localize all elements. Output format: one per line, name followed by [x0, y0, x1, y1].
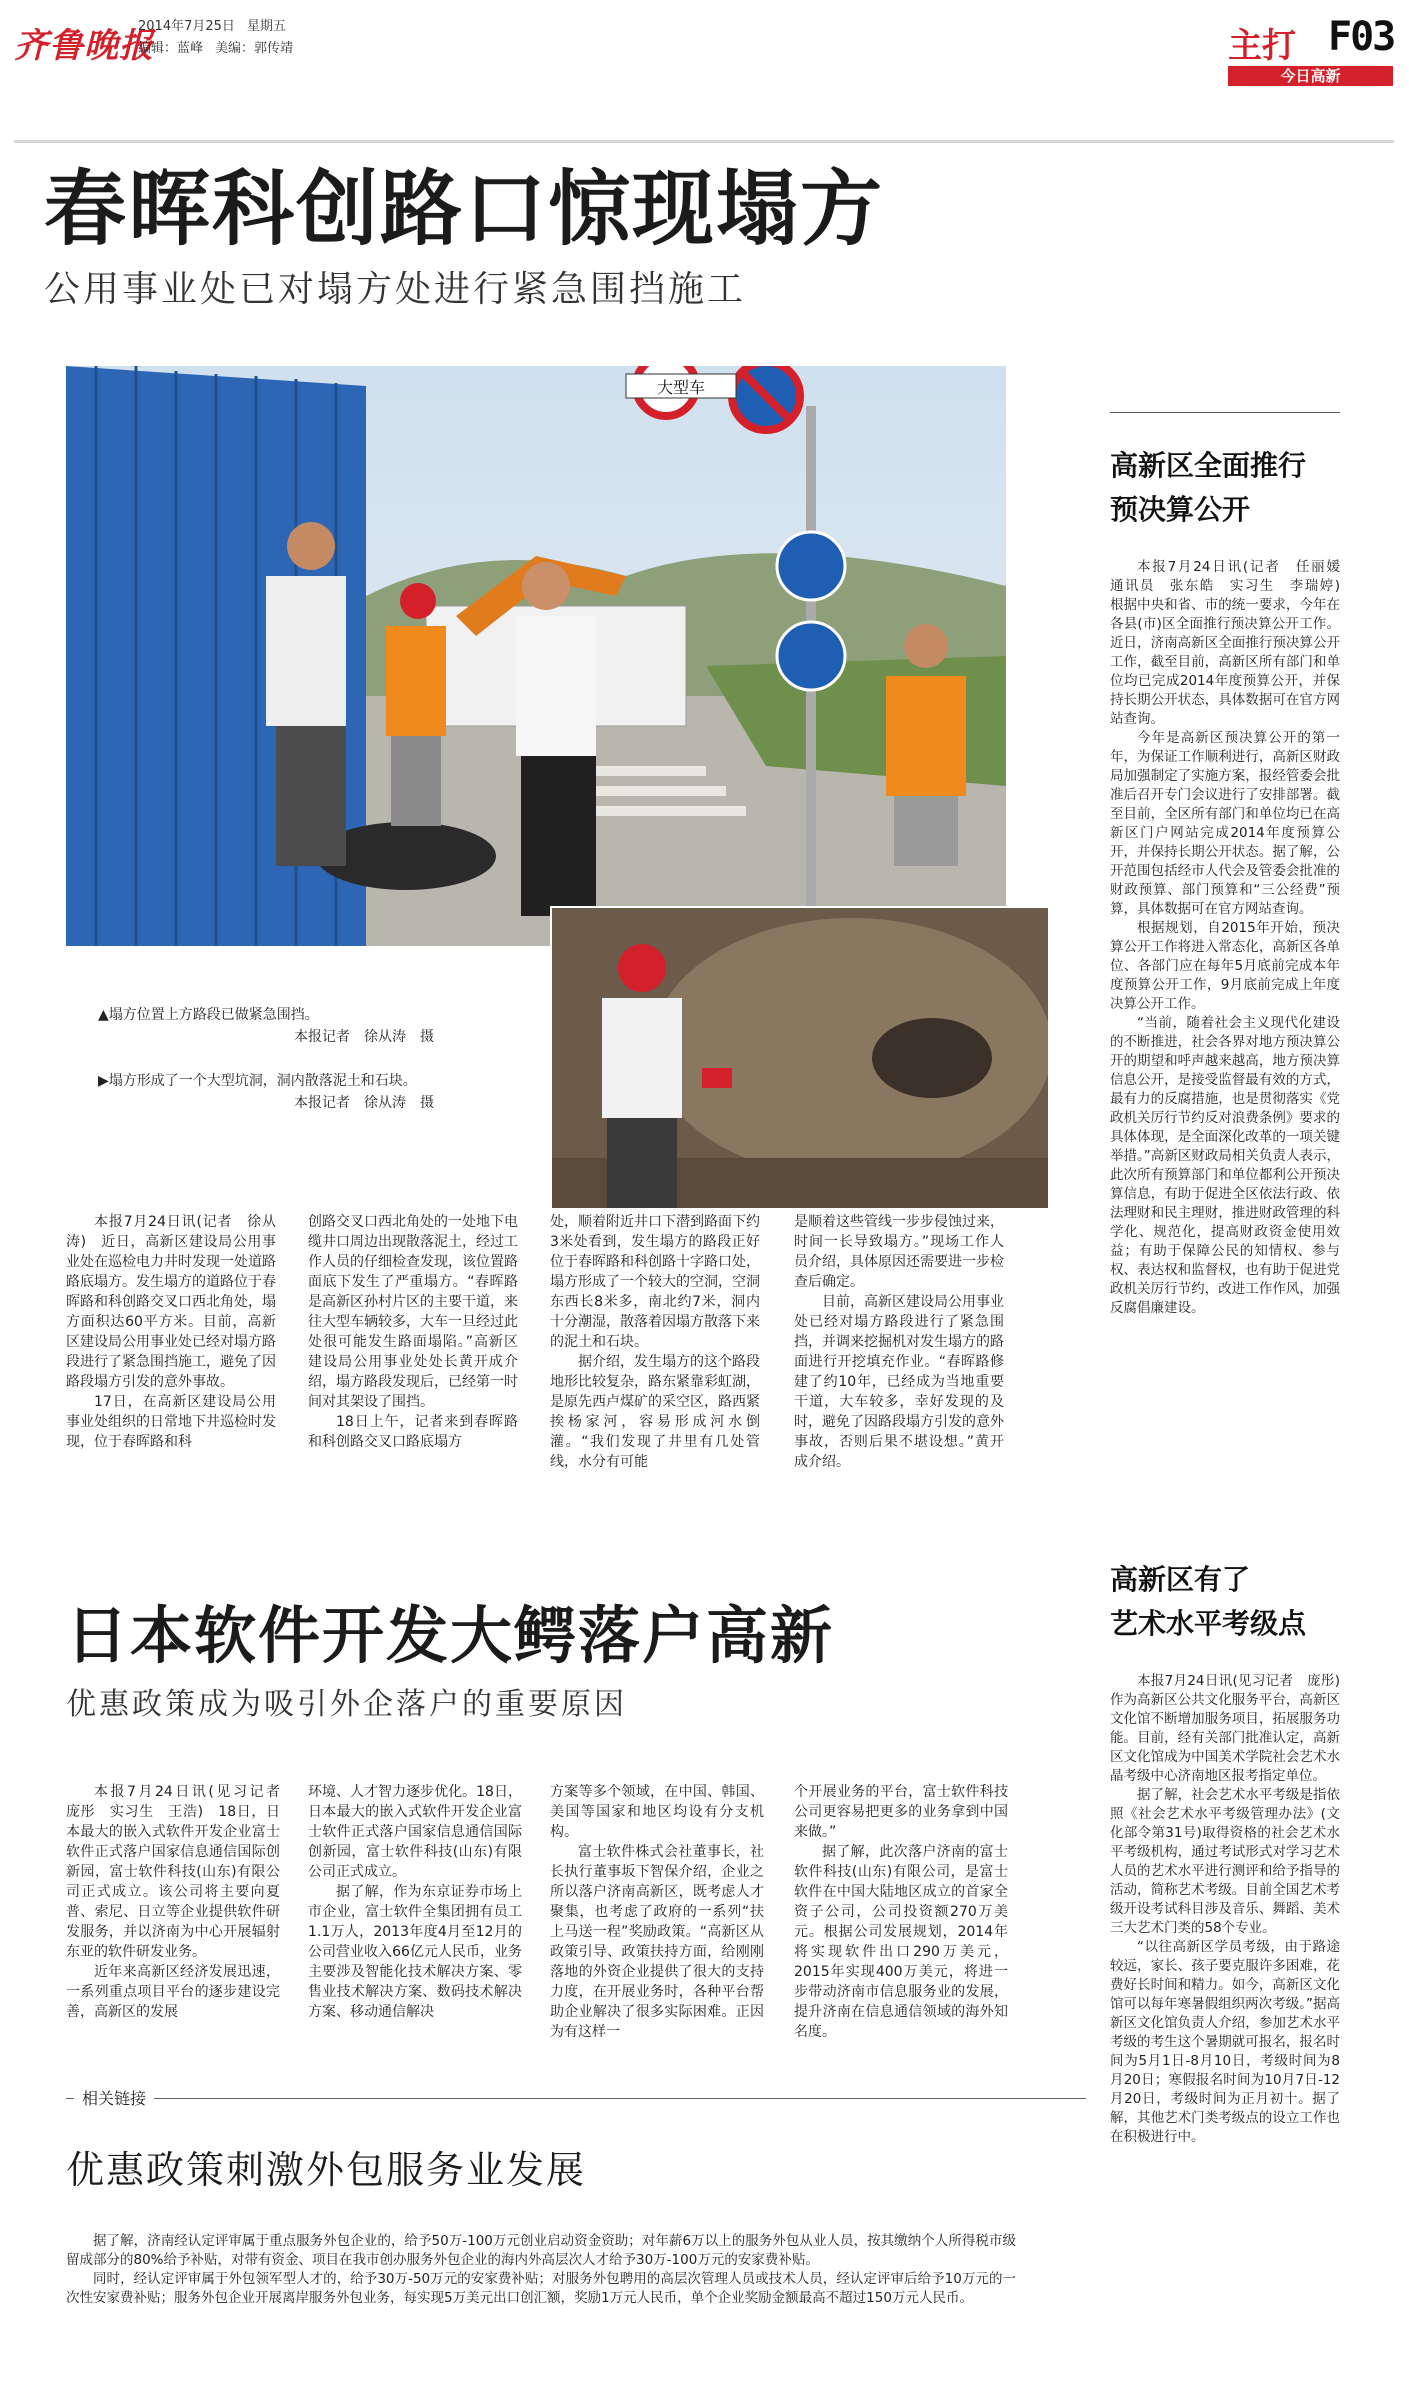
sidebar1-title: [1110, 444, 1306, 532]
article1-col2-para2: 18日上午，记者来到春晖路和科创路交叉口路底塌方: [308, 1414, 518, 1450]
inset-photo: [550, 906, 1050, 1210]
article2-col2-para1: 环境、人才智力逐步优化。18日，日本最大的嵌入式软件开发企业富士软件正式落户国家信息通信国际创新园，富士软件科技(山东)有限公司正式成立。: [308, 1784, 522, 1880]
article1-col4-para1: 是顺着这些管线一步步侵蚀过来，时间一长导致塌方。”现场工作人员介绍，具体原因还需要进一步检查后确定。: [794, 1214, 1004, 1290]
related-label: 相关链接: [74, 2086, 154, 2109]
article2-col1-para1: 本报7月24日讯(见习记者 庞彤 实习生 王浩) 18日，日本最大的嵌入式软件开发企业富士软件正式落户国家信息通信国际创新园，富士软件科技(山东)有限公司正式成立。该公司将主要向夏普、索尼、日立等企业提供软件研发服务，并以济南为中心开展辐射东亚的软件研发业务。: [66, 1784, 294, 1960]
related-para2: 同时，经认定评审属于外包领军型人才的，给予30万-50万元的安家费补贴；对服务外包聘用的高层次管理人员或技术人员，经认定评审后给予10万元的一次性安家费补贴；服务外包企业开展离岸服务外包业务，每实现5万美元出口创汇额，奖励1万元人民币，单个企业奖励金额最高不超过150万元人民币。: [66, 2271, 1016, 2306]
article1-col4-para2: 目前，高新区建设局公用事业处已经对塌方路段进行了紧急围挡，并调来挖掘机对发生塌方的路面进行开挖填充作业。“春晖路修建了约10年，已经成为当地重要干道，大车较多，幸好发现的及时，避免了因路段塌方引发的意外事故，否则后果不堪设想。”黄开成介绍。: [794, 1294, 1004, 1470]
sidebar2-para2: 据了解，社会艺术水平考级是指依照《社会艺术水平考级管理办法》(文化部令第31号)取得资格的社会艺术水平考级机构，通过考试形式对学习艺术人员的艺术水平进行测评和给予指导的活动，简称艺术考级。目前全国艺术考级开设考试科目涉及音乐、舞蹈、美术三大艺术门类的58个专业。: [1110, 1787, 1340, 1936]
header-divider: [14, 140, 1394, 143]
article1-col2-para1: 创路交叉口西北角处的一处地下电缆井口周边出现散落泥土，经过工作人员的仔细检查发现，该位置路面底下发生了严重塌方。“春晖路是高新区孙村片区的主要干道，来往大型车辆较多，大车一旦经过此处很可能发生路面塌陷。”高新区建设局公用事业处处长黄开成介绍，塌方路段发现后，已经第一时间对其架设了围挡。: [308, 1214, 518, 1410]
photo-caption-1: [98, 1004, 434, 1048]
article2-column-1: [66, 1782, 294, 2022]
sidebar1-para1: 本报7月24日讯(记者 任丽媛 通讯员 张东皓 实习生 李瑞婷) 根据中央和省、市的统一要求，今年在各县(市)区全面推行预决算公开工作。近日，济南高新区全面推行预决算公开工作，截至目前，高新区所有部门和单位均已完成2014年度预算公开，并保持长期公开状态，具体数据可在官方网站查询。: [1110, 559, 1354, 727]
article1-col3-para2: 据介绍，发生塌方的这个路段地形比较复杂，路东紧靠彩虹湖，是原先西卢煤矿的采空区，路西紧挨杨家河，容易形成河水倒灌。“我们发现了井里有几处管线，水分有可能: [550, 1354, 760, 1470]
issue-meta: [138, 16, 305, 60]
sidebar1-title-line2: 预决算公开: [1110, 493, 1251, 526]
sidebar2-para1: 本报7月24日讯(见习记者 庞彤) 作为高新区公共文化服务平台，高新区文化馆不断增加服务项目，拓展服务功能。目前，经有关部门批准认定，高新区文化馆成为中国美术学院社会艺术水晶考级中心济南地区报考指定单位。: [1110, 1673, 1354, 1784]
article2-title: 日本软件开发大鳄落户高新: [66, 1599, 835, 1672]
sidebar1-top-rule: [1110, 412, 1340, 413]
article2-column-4: [794, 1782, 1008, 2042]
article2-col3-para2: 富士软件株式会社董事长，社长执行董事坂下智保介绍，企业之所以落户济南高新区，既考虑人才聚集，也考虑了政府的一系列“扶上马送一程”奖励政策。“高新区从政策引导、政策扶持方面，给刚刚落地的外资企业提供了很大的支持力度，在开展业务时，各种平台帮助企业解决了很多实际困难。正因为有这样一: [550, 1844, 764, 2040]
article1-col1-para2: 17日，在高新区建设局公用事业处组织的日常地下井巡检时发现，位于春晖路和科: [66, 1394, 276, 1450]
sidebar2-title-line2: 艺术水平考级点: [1110, 1607, 1307, 1640]
related-para1: 据了解，济南经认定评审属于重点服务外包企业的，给予50万-100万元创业启动资金资助；对年薪6万以上的服务外包从业人员，按其缴纳个人所得税市级留成部分的80%给予补贴，对带有资金、项目在我市创办服务外包企业的海内外高层次人才给予30万-100万元的安家费补贴。: [66, 2233, 1016, 2268]
caption-1-text: ▲塌方位置上方路段已做紧急围挡。: [98, 1007, 319, 1023]
caption-1-credit: 本报记者 徐从涛 摄: [294, 1029, 434, 1045]
sidebar2-title-line1: 高新区有了: [1110, 1563, 1251, 1596]
article1-subtitle: 公用事业处已对塌方处进行紧急围挡施工: [44, 269, 747, 310]
sidebar2-title: [1110, 1558, 1306, 1646]
designer-credit: 美编：郭传靖: [215, 41, 294, 56]
sidebar2-body: [1110, 1672, 1354, 2147]
issue-date: 2014年7月25日: [138, 19, 235, 34]
article2-col3-para1: 方案等多个领域，在中国、韩国、美国等国家和地区均设有分支机构。: [550, 1784, 764, 1840]
related-divider: [66, 2098, 1086, 2099]
article1-column-3: [550, 1212, 760, 1472]
photo-caption-2: [98, 1070, 434, 1114]
article2-col4-para2: 据了解，此次落户济南的富士软件科技(山东)有限公司，是富士软件在中国大陆地区成立的首家全资子公司，公司投资额270万美元。根据公司发展规划，2014年将实现软件出口290万美元，2015年实现400万美元，将进一步带动济南市信息服务业的发展，提升济南在信息通信领域的海外知名度。: [794, 1844, 1008, 2040]
article2-col1-para2: 近年来高新区经济发展迅速，一系列重点项目平台的逐步建设完善，高新区的发展: [66, 1964, 280, 2020]
article1-column-1: [66, 1212, 276, 1452]
issue-weekday: 星期五: [246, 19, 286, 34]
sidebar2-para3: “以往高新区学员考级，由于路途较远，家长、孩子要克服许多困难，花费好长时间和精力。如今，高新区文化馆可以每年寒暑假组织两次考级。”据高新区文化馆负责人介绍，参加艺术水平考级的考生这个暑期就可报名，报名时间为5月1日-8月10日，考级时间为8月20日；寒假报名时间为10月7日-12月20日，考级时间为正月初十。据了解，其他艺术门类考级点的设立工作也在积极进行中。: [1110, 1939, 1340, 2145]
sidebar1-para3: 根据规划，自2015年开始，预决算公开工作将进入常态化，高新区各单位、各部门应在每年5月底前完成本年度预算公开工作，9月底前完成上年度决算公开工作。: [1110, 920, 1340, 1012]
caption-2-credit: 本报记者 徐从涛 摄: [294, 1095, 434, 1111]
article2-subtitle: 优惠政策成为吸引外企落户的重要原因: [66, 1687, 627, 1722]
article1-title: 春晖科创路口惊现塌方: [44, 162, 885, 257]
page-number: F03: [1328, 14, 1395, 60]
article2-column-2: [308, 1782, 522, 2022]
sidebar1-title-line1: 高新区全面推行: [1110, 449, 1307, 482]
caption-2-text: ▶塌方形成了一个大型坑洞，洞内散落泥土和石块。: [98, 1073, 417, 1089]
sidebar1-body: [1110, 558, 1354, 1318]
article1-column-4: [794, 1212, 1004, 1472]
article1-col3-para1: 处，顺着附近井口下潜到路面下约3米处看到，发生塌方的路段正好位于春晖路和科创路十字路口处，塌方形成了一个较大的空洞，空洞东西长8米多，南北约7米，洞内十分潮湿，散落着因塌方散落下来的泥土和石块。: [550, 1214, 760, 1350]
editor-credit: 编辑：蓝峰: [138, 41, 204, 56]
article1-column-2: [308, 1212, 518, 1452]
article2-col4-para1: 个开展业务的平台，富士软件科技公司更容易把更多的业务拿到中国来做。”: [794, 1784, 1008, 1840]
related-title: 优惠政策刺激外包服务业发展: [66, 2148, 587, 2192]
section-label: 主打: [1228, 26, 1296, 66]
article2-col2-para2: 据了解，作为东京证券市场上市企业，富士软件全集团拥有员工1.1万人，2013年度4月至12月的公司营业收入66亿元人民币，业务主要涉及智能化技术解决方案、零售业技术解决方案、数码技术解决方案、移动通信解决: [308, 1884, 522, 2020]
truck-sign-text: 大型车: [656, 378, 706, 397]
newspaper-logo: 齐鲁晚报: [14, 26, 154, 66]
channel-bar: 今日高新: [1228, 66, 1393, 86]
main-photo: [66, 366, 1006, 946]
article2-column-3: [550, 1782, 764, 2042]
sidebar1-para4: “当前，随着社会主义现代化建设的不断推进，社会各界对地方预决算公开的期望和呼声越来越高，地方预决算信息公开，是接受监督最有效的方式，最有力的反腐措施，也是贯彻落实《党政机关厉行节约反对浪费条例》要求的具体体现，是全面深化改革的一项关键举措。”高新区财政局相关负责人表示，此次所有预算部门和单位都利公开预决算信息，有助于促进全区依法行政、依法理财和民主理财，推进财政管理的科学化、规范化，提高财政资金使用效益；有助于保障公民的知情权、参与权、表达权和监督权，也有助于促进党政机关厉行节约，改进工作作风，加强反腐倡廉建设。: [1110, 1015, 1340, 1316]
related-body: [66, 2232, 1016, 2308]
article1-col1-para1: 本报7月24日讯(记者 徐从涛) 近日，高新区建设局公用事业处在巡检电力井时发现一处道路路底塌方。发生塌方的道路位于春晖路和科创路交叉口西北角处，塌方面积达60平方米。目前，高新区建设局公用事业处已经对塌方路段进行了紧急围挡施工，避免了因路段塌方引发的意外事故。: [66, 1214, 276, 1390]
sidebar1-para2: 今年是高新区预决算公开的第一年，为保证工作顺利进行，高新区财政局加强制定了实施方案，报经管委会批准后召开专门会议进行了安排部署。截至目前，全区所有部门和单位均已在高新区门户网站完成2014年度预算公开，并保持长期公开状态。据了解，公开范围包括经市人代会及管委会批准的财政预算、部门预算和“三公经费”预算，具体数据可在官方网站查询。: [1110, 730, 1340, 917]
